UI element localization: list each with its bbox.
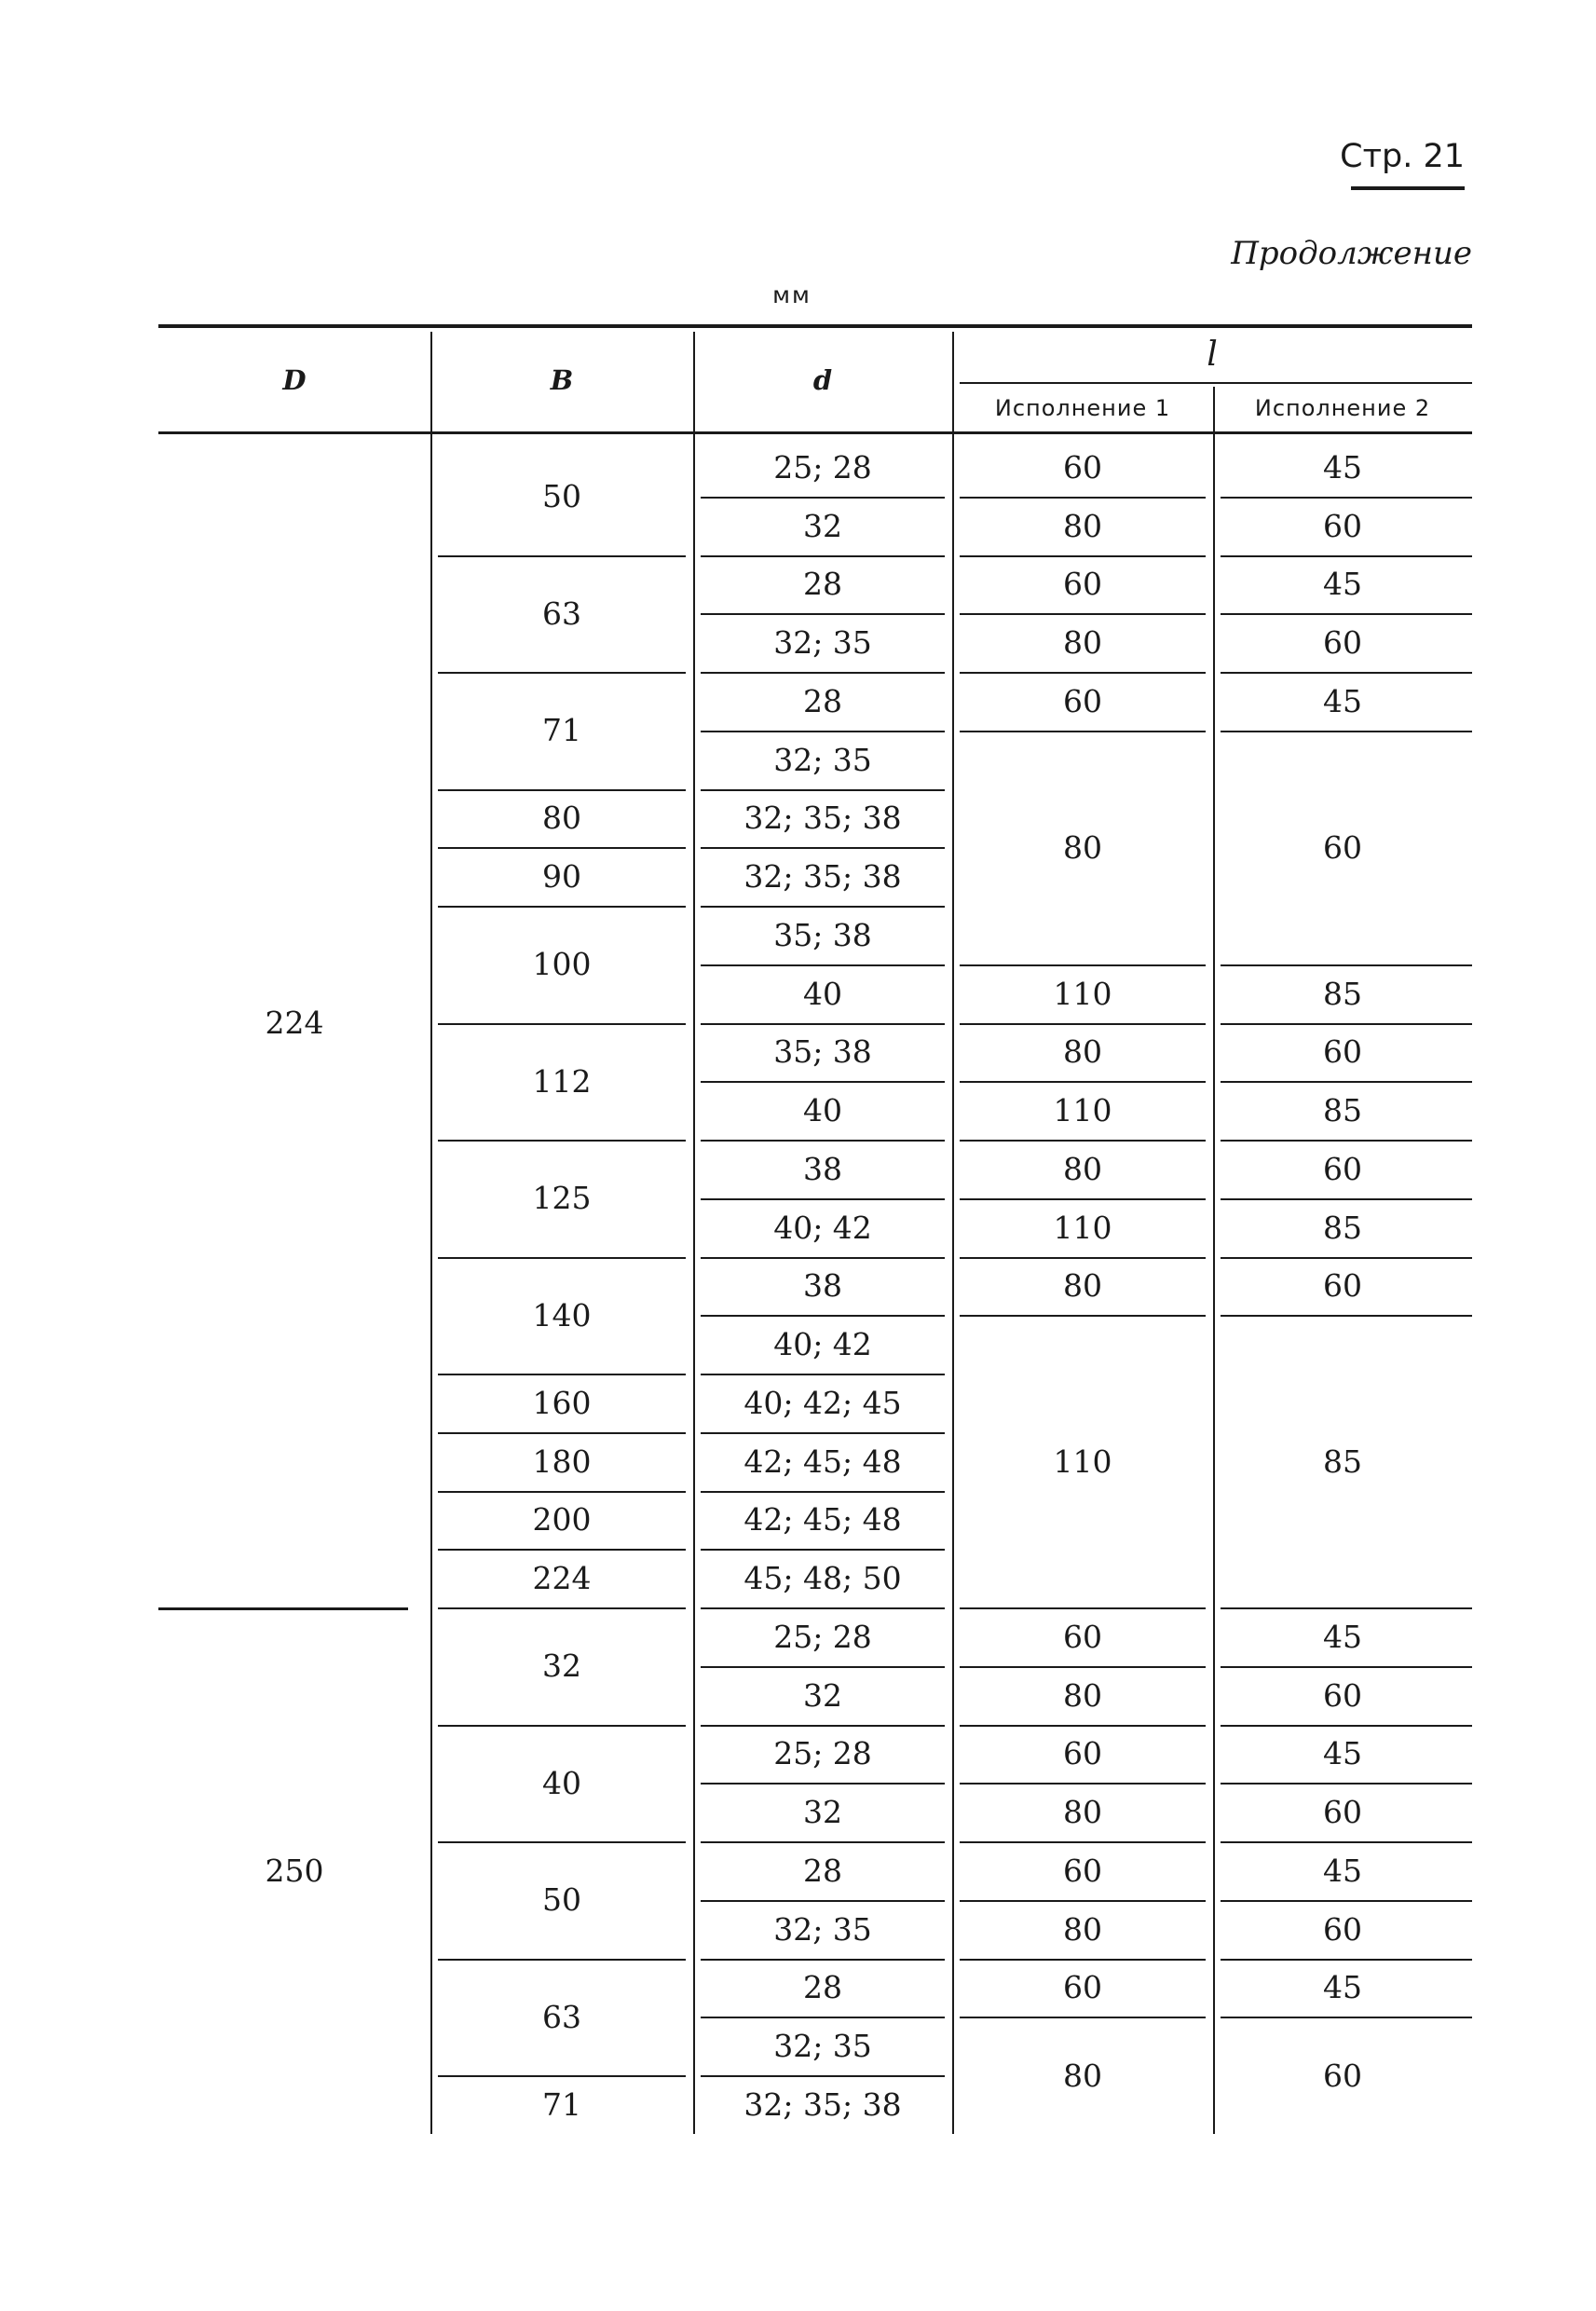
cell-D: 250 <box>265 1852 324 1889</box>
cell-B: 40 <box>542 1764 581 1801</box>
cell-l-execution-2: 85 <box>1323 1443 1362 1480</box>
cell-B: 112 <box>532 1062 592 1100</box>
cell-d: 32; 35; 38 <box>743 800 902 837</box>
cell-B: 180 <box>532 1443 592 1480</box>
cell-d: 42; 45; 48 <box>743 1501 902 1538</box>
cell-l-execution-2: 45 <box>1323 682 1362 719</box>
cell-l-execution-1: 60 <box>1063 1969 1102 2006</box>
cell-l-execution-1: 110 <box>1053 1209 1112 1246</box>
cell-d: 32; 35 <box>773 624 872 662</box>
cell-l-execution-2: 60 <box>1323 507 1362 544</box>
cell-B: 90 <box>542 858 581 896</box>
cell-d: 45; 48; 50 <box>743 1560 902 1597</box>
cell-d: 28 <box>803 566 842 603</box>
cell-d: 25; 28 <box>773 1618 872 1655</box>
header-B: B <box>550 363 574 396</box>
cell-l-execution-2: 85 <box>1323 975 1362 1012</box>
cell-l-execution-1: 110 <box>1053 1092 1112 1129</box>
cell-d: 40; 42 <box>773 1209 872 1246</box>
cell-B: 50 <box>542 1881 581 1919</box>
cell-d: 40; 42; 45 <box>743 1384 902 1421</box>
cell-d: 40 <box>803 975 842 1012</box>
cell-d: 40; 42 <box>773 1326 872 1363</box>
units-label: мм <box>772 281 812 308</box>
cell-l-execution-2: 45 <box>1323 1618 1362 1655</box>
cell-l-execution-1: 60 <box>1063 682 1102 719</box>
cell-d: 32; 35; 38 <box>743 858 902 896</box>
header-l-execution-1: Исполнение 1 <box>994 395 1171 421</box>
cell-l-execution-1: 80 <box>1063 828 1102 866</box>
header-d: d <box>812 363 833 396</box>
cell-l-execution-1: 80 <box>1063 1150 1102 1187</box>
cell-l-execution-2: 45 <box>1323 1969 1362 2006</box>
cell-B: 71 <box>542 2085 581 2123</box>
cell-d: 28 <box>803 1969 842 2006</box>
row-separator <box>158 1607 408 1610</box>
cell-B: 50 <box>542 478 581 515</box>
cell-l-execution-2: 85 <box>1323 1092 1362 1129</box>
cell-d: 40 <box>803 1092 842 1129</box>
cell-l-execution-2: 60 <box>1323 1150 1362 1187</box>
continuation-label: Продолжение <box>1231 235 1472 272</box>
cell-B: 71 <box>542 712 581 749</box>
cell-B: 125 <box>532 1180 592 1217</box>
cell-l-execution-1: 80 <box>1063 1910 1102 1948</box>
cell-D: 224 <box>265 1005 324 1041</box>
cell-d: 28 <box>803 682 842 719</box>
cell-l-execution-1: 110 <box>1053 1443 1112 1480</box>
cell-l-execution-2: 85 <box>1323 1209 1362 1246</box>
cell-l-execution-2: 45 <box>1323 448 1362 485</box>
cell-l-execution-2: 60 <box>1323 1267 1362 1305</box>
cell-l-execution-1: 60 <box>1063 1852 1102 1889</box>
cell-d: 32; 35; 38 <box>743 2085 902 2123</box>
cell-l-execution-2: 60 <box>1323 828 1362 866</box>
cell-l-execution-2: 60 <box>1323 2057 1362 2094</box>
cell-B: 224 <box>532 1560 592 1597</box>
cell-l-execution-1: 110 <box>1053 975 1112 1012</box>
cell-l-execution-2: 60 <box>1323 1910 1362 1948</box>
cell-l-execution-2: 60 <box>1323 624 1362 662</box>
cell-B: 100 <box>532 946 592 983</box>
cell-B: 32 <box>542 1648 581 1685</box>
cell-d: 32 <box>803 507 842 544</box>
cell-d: 28 <box>803 1852 842 1889</box>
page-number: Стр. 21 <box>1340 138 1465 175</box>
cell-l-execution-1: 80 <box>1063 624 1102 662</box>
cell-d: 32; 35 <box>773 741 872 778</box>
cell-d: 32; 35 <box>773 2028 872 2065</box>
cell-d: 35; 38 <box>773 916 872 953</box>
cell-B: 63 <box>542 595 581 632</box>
cell-l-execution-1: 60 <box>1063 1618 1102 1655</box>
cell-d: 32 <box>803 1794 842 1831</box>
cell-l-execution-1: 80 <box>1063 507 1102 544</box>
header-l-execution-2: Исполнение 2 <box>1254 395 1431 421</box>
cell-l-execution-1: 80 <box>1063 1794 1102 1831</box>
cell-l-execution-1: 60 <box>1063 566 1102 603</box>
cell-d: 32; 35 <box>773 1910 872 1948</box>
cell-B: 200 <box>532 1501 592 1538</box>
cell-l-execution-1: 80 <box>1063 1033 1102 1071</box>
header-D: D <box>282 363 307 396</box>
cell-l-execution-1: 60 <box>1063 448 1102 485</box>
cell-d: 38 <box>803 1267 842 1305</box>
cell-B: 63 <box>542 1998 581 2035</box>
cell-d: 32 <box>803 1676 842 1714</box>
cell-l-execution-2: 60 <box>1323 1794 1362 1831</box>
cell-l-execution-2: 45 <box>1323 566 1362 603</box>
cell-d: 42; 45; 48 <box>743 1443 902 1480</box>
cell-l-execution-2: 60 <box>1323 1676 1362 1714</box>
cell-l-execution-2: 60 <box>1323 1033 1362 1071</box>
cell-B: 140 <box>532 1296 592 1333</box>
page-number-underline <box>1351 186 1465 190</box>
cell-l-execution-2: 45 <box>1323 1852 1362 1889</box>
cell-l-execution-2: 45 <box>1323 1735 1362 1772</box>
cell-l-execution-1: 80 <box>1063 1267 1102 1305</box>
cell-B: 80 <box>542 800 581 837</box>
cell-l-execution-1: 80 <box>1063 1676 1102 1714</box>
cell-d: 25; 28 <box>773 1735 872 1772</box>
header-l: l <box>1207 335 1218 374</box>
cell-d: 38 <box>803 1150 842 1187</box>
cell-B: 160 <box>532 1384 592 1421</box>
cell-l-execution-1: 80 <box>1063 2057 1102 2094</box>
cell-l-execution-1: 60 <box>1063 1735 1102 1772</box>
cell-d: 25; 28 <box>773 448 872 485</box>
cell-d: 35; 38 <box>773 1033 872 1071</box>
